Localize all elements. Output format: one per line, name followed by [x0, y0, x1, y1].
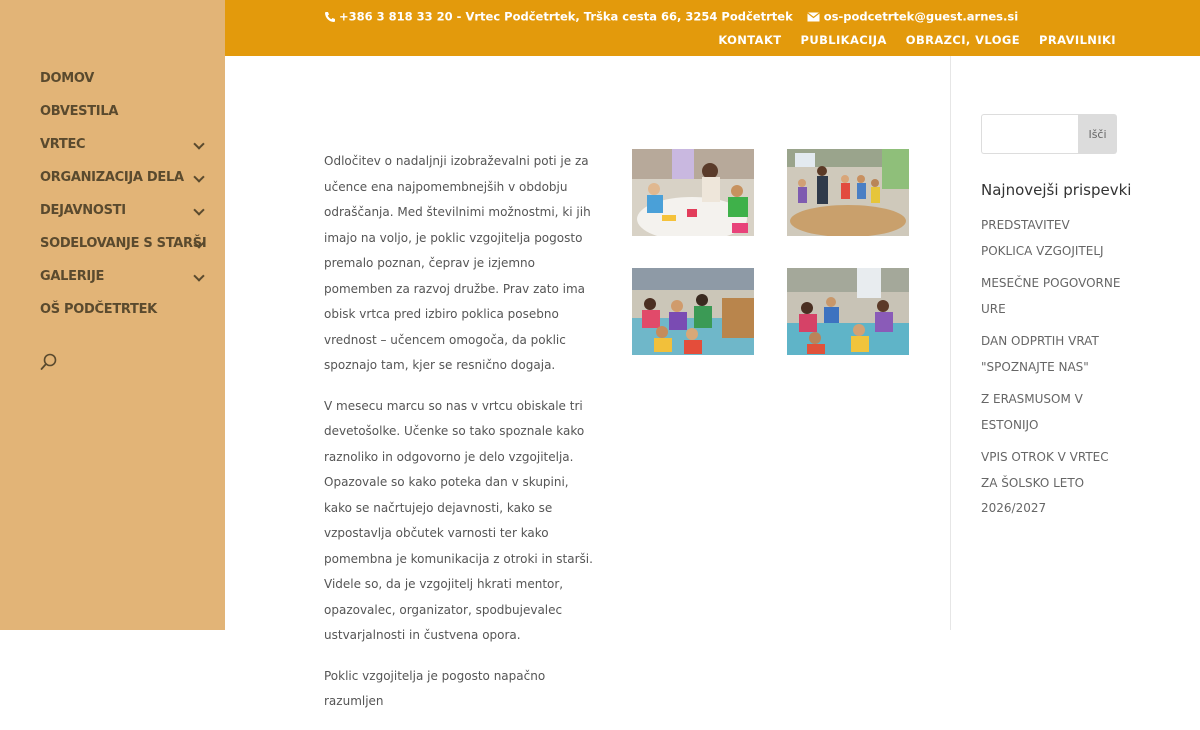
menu-item-label: VRTEC: [40, 137, 86, 152]
top-nav-publikacija[interactable]: PUBLIKACIJA: [800, 33, 887, 47]
recent-posts-list: [981, 213, 1121, 529]
menu-item-obvestila[interactable]: [40, 102, 210, 135]
menu-item-label: DEJAVNOSTI: [40, 203, 126, 218]
left-sidebar: [0, 0, 225, 630]
top-header: [225, 0, 1200, 56]
menu-item-label: GALERIJE: [40, 269, 105, 284]
recent-post-link[interactable]: PREDSTAVITEV POKLICA VZGOJITELJ: [981, 218, 1104, 258]
email-link[interactable]: os-podcetrtek@guest.arnes.si: [823, 9, 1019, 24]
search-button[interactable]: Išči: [1078, 114, 1117, 154]
content-divider: [950, 56, 951, 630]
recent-post-link[interactable]: DAN ODPRTIH VRAT "SPOZNAJTE NAS": [981, 334, 1099, 374]
gallery-photo-3[interactable]: [632, 268, 754, 355]
menu-item-label: SODELOVANJE S STARŠI: [40, 236, 207, 251]
article-paragraph: Poklic vzgojitelja je pogosto napačno razumljen: [324, 668, 546, 708]
menu-item-galerije[interactable]: [40, 267, 210, 300]
chevron-down-icon[interactable]: [193, 138, 204, 149]
chevron-down-icon[interactable]: [193, 204, 204, 215]
menu-item-label: OBVESTILA: [40, 104, 119, 119]
gallery-photo-4[interactable]: [787, 268, 909, 355]
menu-item-vrtec[interactable]: [40, 135, 210, 168]
contact-info: [324, 9, 1019, 27]
menu-item-dejavnosti[interactable]: [40, 201, 210, 234]
mail-icon: [807, 12, 820, 22]
gallery-photo-2[interactable]: [787, 149, 909, 236]
search-icon[interactable]: [39, 352, 59, 372]
recent-post-link[interactable]: MESEČNE POGOVORNE URE: [981, 276, 1121, 316]
menu-item-label: ORGANIZACIJA DELA: [40, 170, 184, 185]
menu-item-sodelovanje[interactable]: [40, 234, 210, 267]
top-nav-kontakt[interactable]: KONTAKT: [718, 33, 782, 47]
menu-item-organizacija-dela[interactable]: [40, 168, 210, 201]
chevron-down-icon[interactable]: [193, 171, 204, 182]
recent-post-link[interactable]: Z ERASMUSOM V ESTONIJO: [981, 392, 1083, 432]
gallery-photo-1[interactable]: [632, 149, 754, 236]
article-body: [324, 149, 600, 730]
search-form: [981, 114, 1117, 154]
top-nav-pravilniki[interactable]: PRAVILNIKI: [1038, 33, 1116, 47]
chevron-down-icon[interactable]: [193, 270, 204, 281]
top-nav-obrazci-vloge[interactable]: OBRAZCI, VLOGE: [905, 33, 1020, 47]
search-input[interactable]: [981, 114, 1079, 154]
recent-post-link[interactable]: VPIS OTROK V VRTEC ZA ŠOLSKO LETO 2026/2027: [981, 450, 1109, 515]
article-paragraph: Odločitev o nadaljnji izobraževalni poti je za učence ena najpomembnejših v obdobju odraščanja. Med številnimi možnostmi, ki jih imajo na voljo, je poklic vzgojitelja pogosto premalo poznan, čeprav je izjemno pomemben za razvoj družbe. Prav zato ima obisk vrtca pred izbiro poklica posebno vrednost – učencem omogoča, da poklic spoznajo tam, kjer se resnično dogaja.: [324, 154, 591, 372]
phone-address-text: +386 3 818 33 20 - Vrtec Podčetrtek, Trška cesta 66, 3254 Podčetrtek: [339, 9, 793, 24]
article-paragraph: V mesecu marcu so nas v vrtcu obiskale tri devetošolke. Učenke so tako spoznale kako raznoliko in odgovorno je delo vzgojitelja. Opazovale so kako poteka dan v skupini, kako se načrtujejo dejavnosti, kako se vzpostavlja občutek varnosti ter kako pomembna je komunikacija z otroki in starši. Videle so, da je vzgojitelj hkrati mentor, opazovalec, organizator, spodbujevalec ustvarjalnosti in čustvena opora.: [324, 398, 593, 642]
top-nav: [718, 33, 1116, 51]
menu-item-domov[interactable]: [40, 69, 210, 102]
menu-item-os-podcetrtek[interactable]: [40, 300, 210, 333]
recent-posts-title: Najnovejši prispevki: [981, 181, 1132, 199]
photo-gallery: [632, 149, 909, 355]
main-menu: [40, 69, 210, 333]
menu-item-label: OŠ PODČETRTEK: [40, 302, 157, 317]
phone-icon: [324, 11, 336, 23]
menu-item-label: DOMOV: [40, 71, 95, 86]
